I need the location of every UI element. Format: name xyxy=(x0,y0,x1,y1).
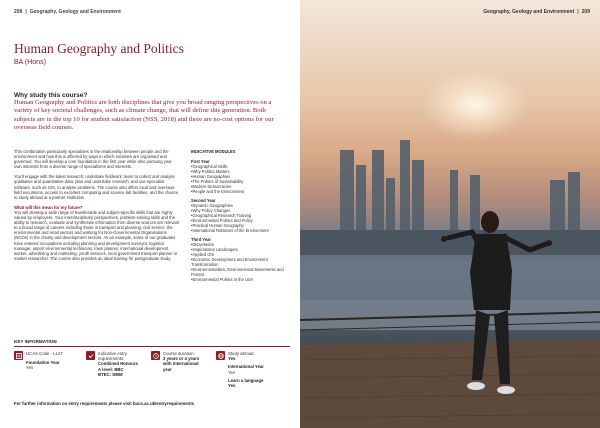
left-page: 208 | Geography, Geology and Environment Human Geography and Politics BA (Hons) Why study this course? Human Geography and Politics are both disciplines that give you broad ranging perspectives on a variety of key societal challenges, such as climate change, that will define this generation. Both subjects are in the top 10 for student satisfaction (NSS, 2018) and there are no-cost options for our overseas field courses. This combination particularly specialises in the relationship between people and the environment and how this is affected by ways in which societies are organised and governed. You will develop a core foundation in the first year while also pursuing your own interests from a diverse range of specialisms and interests. You'll engage with the latest research; undertake fieldwork; learn to collect and analyse qualitative and quantitative data; plan and undertake research; and use specialist software, such as GIS, to analyse problems. The course also offers local and overseas field excursions, access to excellent computing and science lab facilities, and the chance to study abroad at a partner institution What will this mean for my future? You will develop a wide range of transferable and subject-specific skills that are highly valued by employers. Your interdisciplinary perspectives, problem-solving skills and the ability to research, evaluate and synthesise information from diverse sources are relevant to a broad range of careers including those in transport and planning, civil service, the environmental and retail sectors and working for Non-Governmental Organisations (NGOs) in the charity and development sectors. As an example, some of our graduates have entered occupations including planning and development surveyor, logistics manager, airport environmental technician, town planner, international development worker, advertising and marketing, youth services, local government transport planner or market researcher. The course also provides an ideal training for postgraduate study. INDICATIVE MODULES First Year •Geographical Skills •Why Politics Matters •Human Geographies •The Politics of Sustainability •Modern Democracies •People and the Environment Second Year •Dynamic Geographies •Why Policy Changes •Geographical Research Training •Environmental Politics and Policy •Practical Human Geography •International Relations of the Environment Third Year •Dissertation •Inspirational Landscapes •Applied GIS •Economic Development and Environment Transformation •Environmentalism, Environmental Movements and Protest •Environmental Politics in the USA KEY INFORMATION UCAS Code - LL27 Foundation Year Yes Indicative entry requirements: Combined Honours A level: BBC BTEC: DMM Course duration: 3 years or 4 years with international year Study abroad Yes International Year Yes Learn a language Yes For further information on entry requirements please visit bucs.ac.uk/entryrequirements xyxy=(0,0,300,428)
future-paragraph: You will develop a wide range of transferable and subject-specific skills that are highly valued by employers. Your interdisciplinary perspectives, problem-solving skills and the ability to research, evaluate and synthesise information from diverse sources are relevant to a broad range of careers including those in transport and planning, civil service, the environmental and retail sectors and working for Non-Governmental Organisations (NGOs) in the charity and development sectors. As an example, some of our graduates have entered occupations including planning and development surveyor, logistics manager, airport environmental technician, town planner, international development worker, advertising and marketing, youth services, local government transport planner or market researcher. The course also provides an ideal training for postgraduate study. xyxy=(14,209,180,261)
module-list xyxy=(191,242,291,282)
module-item: •Practical Human Geography xyxy=(191,223,244,228)
modules-heading: INDICATIVE MODULES xyxy=(191,149,236,154)
future-question: What will this mean for my future? xyxy=(14,204,83,210)
running-header-left: 208 | Geography, Geology and Environment xyxy=(14,9,121,15)
module-item: •People and the Environment xyxy=(191,189,245,194)
page-number-left: 208 xyxy=(14,9,23,15)
section-name-left: Geography, Geology and Environment xyxy=(29,9,121,15)
module-item: •Human Geographies xyxy=(191,174,231,179)
why-heading: Why study this course? xyxy=(14,92,88,99)
year-heading: Third Year xyxy=(191,237,211,242)
section-name-right: Geography, Geology and Environment xyxy=(483,9,575,15)
module-item: •Economic Development and Environment Transformation xyxy=(191,257,268,267)
running-header-right: Geography, Geology and Environment | 209 xyxy=(483,9,590,15)
module-item: •Applied GIS xyxy=(191,252,215,257)
module-item: •Environmentalism, Environmental Movements and Protest xyxy=(191,267,284,277)
course-title: Human Geography and Politics xyxy=(14,41,184,56)
year-heading: First Year xyxy=(191,159,210,164)
intro-paragraph: This combination particularly specialises in the relationship between people and the environment and how this is affected by ways in which societies are organised and governed. You will develop a core foundation in the first year while also pursuing your own interests from a diverse range of specialisms and interests. xyxy=(14,149,172,170)
module-item: •Environmental Politics in the USA xyxy=(191,277,254,282)
page-number-right: 209 xyxy=(581,9,590,15)
key-information-divider xyxy=(14,346,290,347)
requirements-icon xyxy=(86,351,95,360)
entry-requirements-note: For further information on entry requirements please visit bucs.ac.uk/entryrequirements xyxy=(14,401,195,406)
module-item: •Environmental Politics and Policy xyxy=(191,218,253,223)
course-description xyxy=(14,149,180,266)
module-item: •Dynamic Geographies xyxy=(191,203,233,208)
module-list xyxy=(191,164,291,194)
module-item: •The Politics of Sustainability xyxy=(191,179,244,184)
duration-icon xyxy=(151,351,160,360)
learning-paragraph: You'll engage with the latest research; undertake fieldwork; learn to collect and analyse qualitative and quantitative data; plan and undertake research; and use specialist software, such as GIS, to analyse problems. The course also offers local and overseas field excursions, access to excellent computing and science lab facilities, and the chance to study abroad at a partner institution xyxy=(14,174,179,200)
module-item: •Why Policy Changes xyxy=(191,208,231,213)
key-information-heading: KEY INFORMATION xyxy=(14,339,57,344)
study-abroad-icon xyxy=(216,351,225,360)
course-award: BA (Hons) xyxy=(14,59,46,66)
module-item: •Inspirational Landscapes xyxy=(191,247,238,252)
module-item: •Why Politics Matters xyxy=(191,169,230,174)
skyline-photo xyxy=(300,0,600,428)
indicative-modules xyxy=(191,149,291,282)
year-heading: Second Year xyxy=(191,198,216,203)
module-item: •Modern Democracies xyxy=(191,184,232,189)
module-list xyxy=(191,203,291,233)
ucas-icon xyxy=(14,351,23,360)
module-item: •Dissertation xyxy=(191,242,215,247)
right-page-photo xyxy=(300,0,600,428)
module-item: •International Relations of the Environment xyxy=(191,228,269,233)
module-item: •Geographical Skills xyxy=(191,164,228,169)
why-text: Human Geography and Politics are both disciplines that give you broad ranging perspectives on a variety of key societal challenges, such as climate change, that will define this generation. Both subjects are in the top 10 for student satisfaction (NSS, 2018) and there are no-cost options for our overseas field courses. xyxy=(14,99,274,131)
module-item: •Geographical Research Training xyxy=(191,213,252,218)
